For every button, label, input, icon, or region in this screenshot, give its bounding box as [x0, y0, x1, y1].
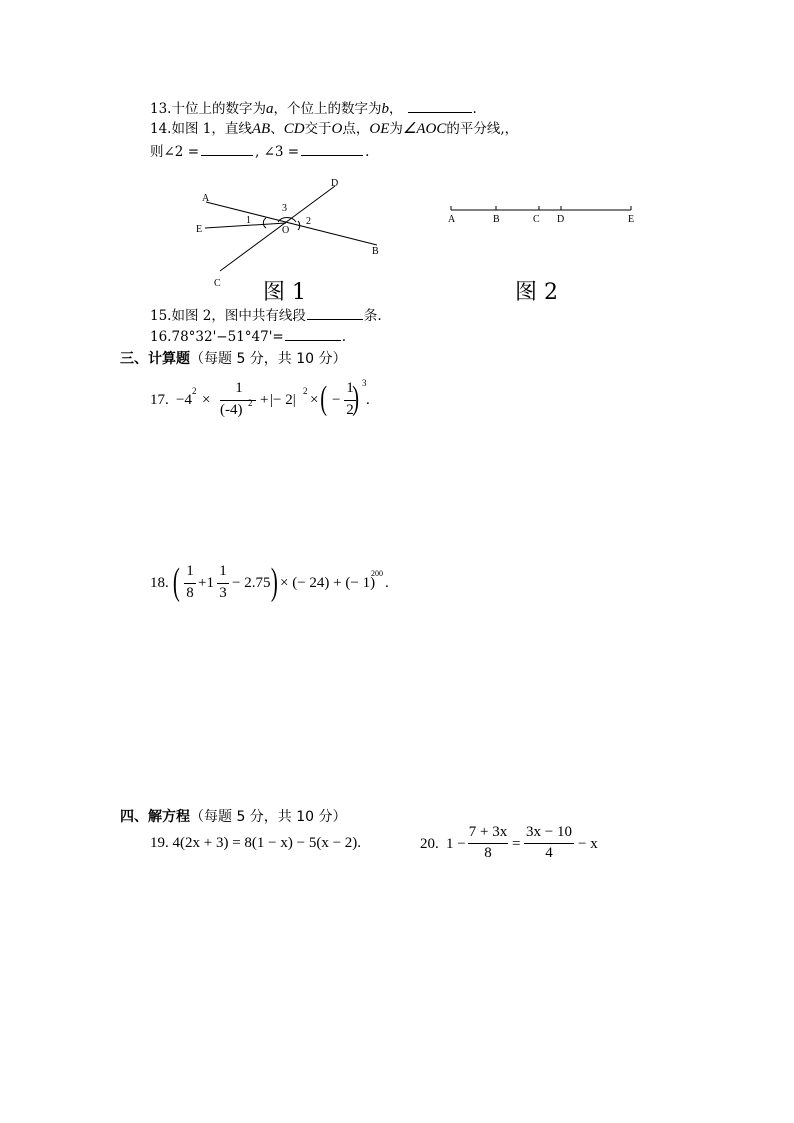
- label-d: D: [331, 178, 339, 189]
- section-4-note: （每题 5 分，共 10 分）: [190, 809, 347, 825]
- q14-text: 如图 1，直线: [171, 121, 252, 137]
- q18-fraction-1-denominator: 8: [186, 585, 194, 601]
- point-label-b: B: [493, 214, 500, 225]
- line-ab: [206, 202, 377, 245]
- q20-fraction-2-denominator: 4: [545, 845, 553, 861]
- q20-lead: 1 −: [446, 836, 466, 852]
- point-label-c: C: [533, 214, 540, 225]
- q16-expression: 78°32'−51°47'=: [171, 329, 284, 345]
- q18-left-paren: (: [172, 561, 180, 603]
- q14-number: 14.: [150, 121, 172, 137]
- q18-exponent: 200: [371, 569, 383, 578]
- question-14-answers: [150, 142, 369, 161]
- section-4-heading: [120, 806, 347, 826]
- q18-minus-decimal: − 2.75: [232, 575, 271, 591]
- q13-number: 13.: [150, 101, 172, 117]
- q14-period: .: [365, 144, 370, 160]
- q19-equation: 4(2x + 3) = 8(1 − x) − 5(x − 2).: [172, 835, 362, 851]
- q17-left-paren: (: [320, 380, 328, 417]
- q16-answer-blank[interactable]: [285, 327, 341, 341]
- q15-number: 15.: [150, 308, 172, 324]
- q20-number: 20.: [420, 836, 439, 852]
- q13-var-a: a: [265, 101, 274, 117]
- q17-exponent-1: 2: [192, 386, 197, 396]
- q20-equals: =: [512, 836, 521, 852]
- q14-angle3-blank[interactable]: [301, 142, 363, 156]
- q17-plus: +: [260, 392, 269, 408]
- q14-text-6: 的平分线,，: [446, 121, 519, 137]
- label-e: E: [196, 224, 203, 235]
- q13-answer-blank[interactable]: [408, 99, 472, 113]
- q14-angle3-label: , ∠3 =: [255, 144, 300, 160]
- q20-fraction-2-bar: [524, 843, 574, 844]
- q20-fraction-1-bar: [468, 843, 508, 844]
- figure-2-diagram: [440, 200, 645, 228]
- q17-fraction-numerator: 1: [235, 380, 243, 396]
- q13-var-b: b: [381, 101, 389, 117]
- q17-fraction-denominator: (-4): [220, 402, 243, 418]
- figure-1-caption: 图 1: [263, 280, 306, 305]
- question-14: [150, 120, 518, 138]
- point-label-d: D: [557, 214, 565, 225]
- point-label-a: A: [448, 214, 456, 225]
- section-3-note: （每题 5 分，共 10 分）: [190, 351, 347, 367]
- question-15: [150, 306, 382, 325]
- q20-fraction-1-denominator: 8: [484, 845, 492, 861]
- question-20: [420, 822, 620, 866]
- q18-tail-expression: × (− 24) + (− 1): [280, 575, 376, 591]
- point-label-e: E: [628, 214, 635, 225]
- q13-text-3: ，: [388, 101, 403, 117]
- q14-point-o: O: [331, 121, 343, 137]
- q15-text: 如图 2，图中共有线段: [171, 308, 306, 324]
- figure-2-caption: 图 2: [515, 280, 558, 305]
- q14-text-2: 、: [270, 121, 284, 137]
- q15-answer-blank[interactable]: [307, 306, 363, 320]
- line-cd: [220, 186, 335, 271]
- q17-half-denominator: 2: [346, 402, 354, 418]
- q16-period: .: [341, 329, 347, 345]
- q14-angle2-label: 则∠2 =: [150, 144, 200, 160]
- q14-angle-aoc: ∠AOC: [402, 121, 447, 137]
- q20-fraction-2-numerator: 3x − 10: [526, 824, 572, 840]
- q13-text-2: ，个位上的数字为: [273, 101, 382, 117]
- q18-fraction-2-bar: [217, 583, 229, 584]
- q13-text: 十位上的数字为: [171, 101, 266, 117]
- q17-half-numerator: 1: [346, 380, 354, 396]
- label-angle-1: 1: [246, 215, 251, 226]
- section-3-heading: [120, 348, 347, 368]
- q17-times: ×: [202, 392, 211, 408]
- q17-term-1: −4: [176, 392, 192, 408]
- q18-number: 18.: [150, 575, 169, 591]
- q17-abs-exponent: 2: [303, 386, 308, 396]
- q18-fraction-2-numerator: 1: [219, 563, 227, 579]
- q17-period: .: [366, 392, 370, 408]
- q17-right-paren: ): [352, 380, 360, 417]
- q17-denominator-exponent: 2: [248, 398, 253, 408]
- q17-exponent-3: 3: [362, 378, 367, 388]
- q13-period: .: [472, 101, 477, 117]
- label-o: O: [282, 225, 290, 236]
- q15-text-2: 条.: [363, 308, 382, 324]
- section-3-title: 三、计算题: [120, 351, 190, 367]
- q18-fraction-1-numerator: 1: [186, 563, 194, 579]
- question-16: [150, 327, 346, 346]
- q14-angle2-blank[interactable]: [201, 142, 253, 156]
- q18-plus-one: +1: [198, 575, 214, 591]
- q17-minus: −: [332, 392, 341, 408]
- angle-1-arc: [263, 218, 266, 228]
- q14-line-cd: CD: [283, 121, 305, 137]
- q14-line-ab: AB: [251, 121, 271, 137]
- q14-text-5: 为: [389, 121, 403, 137]
- label-angle-3: 3: [282, 203, 287, 214]
- question-19: [150, 835, 361, 852]
- q20-tail: − x: [578, 836, 598, 852]
- q14-text-3: 交于: [304, 121, 332, 137]
- q18-fraction-2-denominator: 3: [219, 585, 227, 601]
- q20-fraction-1-numerator: 7 + 3x: [468, 824, 508, 840]
- section-4-title: 四、解方程: [120, 809, 190, 825]
- question-13: [150, 99, 477, 118]
- q17-number: 17.: [150, 392, 169, 408]
- q14-ray-oe: OE: [369, 121, 390, 137]
- label-angle-2: 2: [306, 216, 311, 227]
- q19-number: 19.: [150, 835, 169, 851]
- label-c: C: [214, 278, 221, 289]
- label-b: B: [372, 246, 379, 257]
- q14-text-4: 点，: [342, 121, 370, 137]
- q16-number: 16.: [150, 329, 172, 345]
- q18-period: .: [385, 575, 389, 591]
- q18-fraction-1-bar: [184, 583, 196, 584]
- q17-times-2: ×: [310, 392, 319, 408]
- label-a: A: [202, 193, 210, 204]
- q17-absolute-value: |− 2|: [270, 392, 296, 408]
- q18-right-paren: ): [270, 561, 278, 603]
